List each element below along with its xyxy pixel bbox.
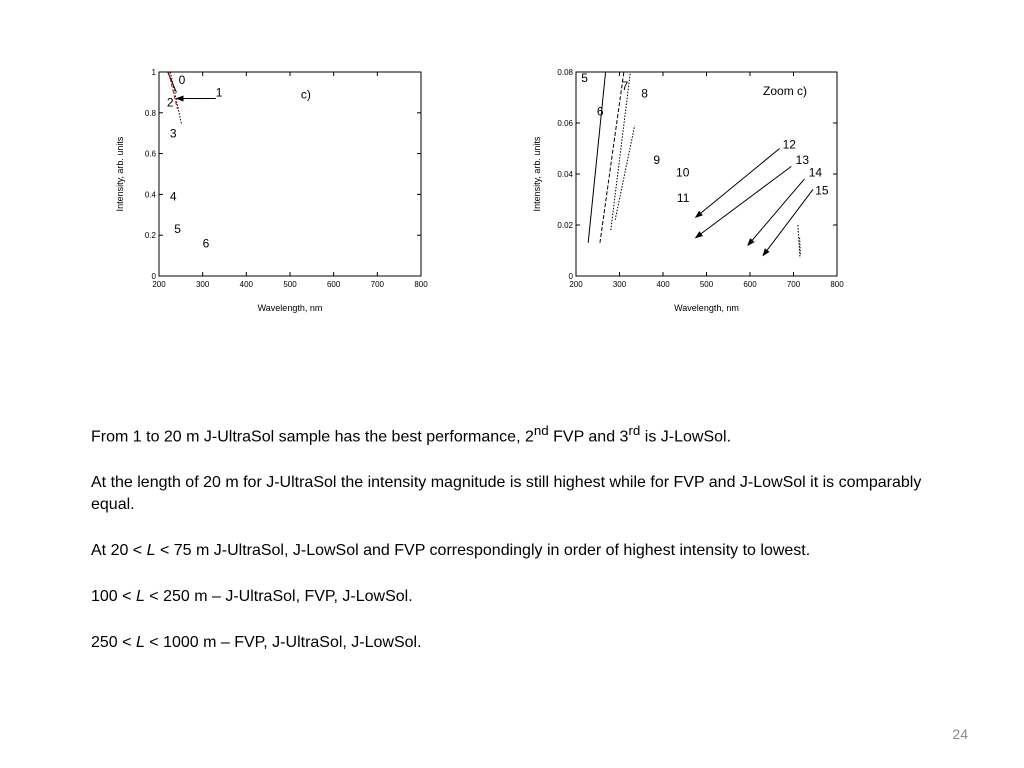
p5-text-a: 250 < xyxy=(91,634,136,652)
x-tick-label: 400 xyxy=(656,280,670,289)
x-tick-label: 600 xyxy=(743,280,757,289)
y-tick-label: 0.2 xyxy=(144,231,156,241)
p1-text-c: is J-LowSol. xyxy=(640,428,732,446)
x-tick-label: 800 xyxy=(414,280,428,289)
annotation-label: 11 xyxy=(676,191,690,206)
series-line-curve-c xyxy=(611,72,631,230)
x-tick-label: 200 xyxy=(152,280,166,289)
p1-text-b: FVP and 3 xyxy=(548,428,629,446)
annotation-label: 8 xyxy=(641,86,648,101)
y-axis-title: Intensity, arb. units xyxy=(115,136,125,212)
annotation-label: 14 xyxy=(808,165,823,180)
x-tick-label: 200 xyxy=(569,280,583,289)
plot-frame xyxy=(576,72,837,276)
p5-var: L xyxy=(135,634,145,652)
annotation-label: 2 xyxy=(166,95,174,110)
p5-text-b: < 1000 m – FVP, J-UltraSol, J-LowSol. xyxy=(144,634,422,652)
x-tick-label: 700 xyxy=(786,280,801,289)
page-number: 24 xyxy=(952,726,968,742)
x-tick-label: 400 xyxy=(239,280,254,289)
annotation-label: 6 xyxy=(202,236,210,251)
y-tick-label: 0 xyxy=(568,272,573,281)
panel-label: c) xyxy=(300,87,311,102)
annotation-label: 3 xyxy=(169,126,177,141)
paragraph-4 xyxy=(91,586,931,608)
intensity-chart-zoom-c xyxy=(0,0,1024,330)
x-tick-label: 600 xyxy=(326,280,341,289)
series-line-curve-a xyxy=(588,72,605,243)
y-tick-label: 0.08 xyxy=(557,68,573,77)
y-axis-title: Intensity, arb. units xyxy=(532,136,542,212)
y-tick-label: 1 xyxy=(151,68,156,77)
annotation-arrow xyxy=(763,189,813,255)
p1-sup-rd: rd xyxy=(628,423,641,438)
x-tick-label: 800 xyxy=(830,280,844,289)
annotation-label: 1 xyxy=(215,85,223,100)
paragraph-1 xyxy=(91,420,931,448)
p4-text-a: 100 < xyxy=(91,588,136,606)
annotation-label: 0 xyxy=(178,73,186,88)
p3-text-a: At 20 < xyxy=(91,542,147,560)
y-tick-label: 0.04 xyxy=(557,170,573,179)
annotation-label: 12 xyxy=(782,137,796,152)
p3-text-b: < 75 m J-UltraSol, J-LowSol and FVP correspondingly in order of highest intensity to lowest. xyxy=(155,542,811,560)
annotation-label: 13 xyxy=(795,152,810,167)
paragraph-2 xyxy=(91,472,931,516)
annotation-arrow xyxy=(696,166,792,237)
p2-text: At the length of 20 m for J-UltraSol the intensity magnitude is still highest while for FVP and J-LowSol it is comparably equal. xyxy=(91,474,922,514)
annotation-label: 10 xyxy=(676,165,690,180)
annotation-label: 7 xyxy=(621,78,629,93)
x-tick-label: 500 xyxy=(283,280,297,289)
annotation-label: 5 xyxy=(174,222,181,237)
annotation-label: 5 xyxy=(581,71,588,86)
paragraph-5 xyxy=(91,632,931,654)
annotation-label: 4 xyxy=(169,189,177,204)
annotation-label: 9 xyxy=(653,152,661,167)
x-tick-label: 300 xyxy=(195,280,210,289)
x-tick-label: 300 xyxy=(612,280,627,289)
x-axis-title: Wavelength, nm xyxy=(674,303,739,313)
y-tick-label: 0.4 xyxy=(144,190,156,200)
series-group xyxy=(588,72,800,258)
annotation-label: 6 xyxy=(596,104,604,119)
annotation-label: Zoom c) xyxy=(763,83,808,98)
p1-sup-nd: nd xyxy=(533,423,549,438)
p3-var: L xyxy=(146,542,156,560)
x-tick-label: 500 xyxy=(699,280,714,289)
x-axis-title: Wavelength, nm xyxy=(257,303,323,313)
y-tick-label: 0.02 xyxy=(557,221,573,230)
p4-var: L xyxy=(135,588,145,606)
p4-text-b: < 250 m – J-UltraSol, FVP, J-LowSol. xyxy=(144,588,413,606)
y-tick-label: 0.6 xyxy=(144,149,156,159)
y-tick-label: 0.06 xyxy=(557,119,573,128)
p1-text-a: From 1 to 20 m J-UltraSol sample has the best performance, 2 xyxy=(91,428,534,446)
slide-body xyxy=(91,420,931,678)
annotation-label: 15 xyxy=(815,183,829,198)
y-tick-label: 0 xyxy=(151,272,156,281)
x-tick-label: 700 xyxy=(370,280,385,289)
paragraph-3 xyxy=(91,540,931,562)
y-tick-label: 0.8 xyxy=(144,108,156,118)
